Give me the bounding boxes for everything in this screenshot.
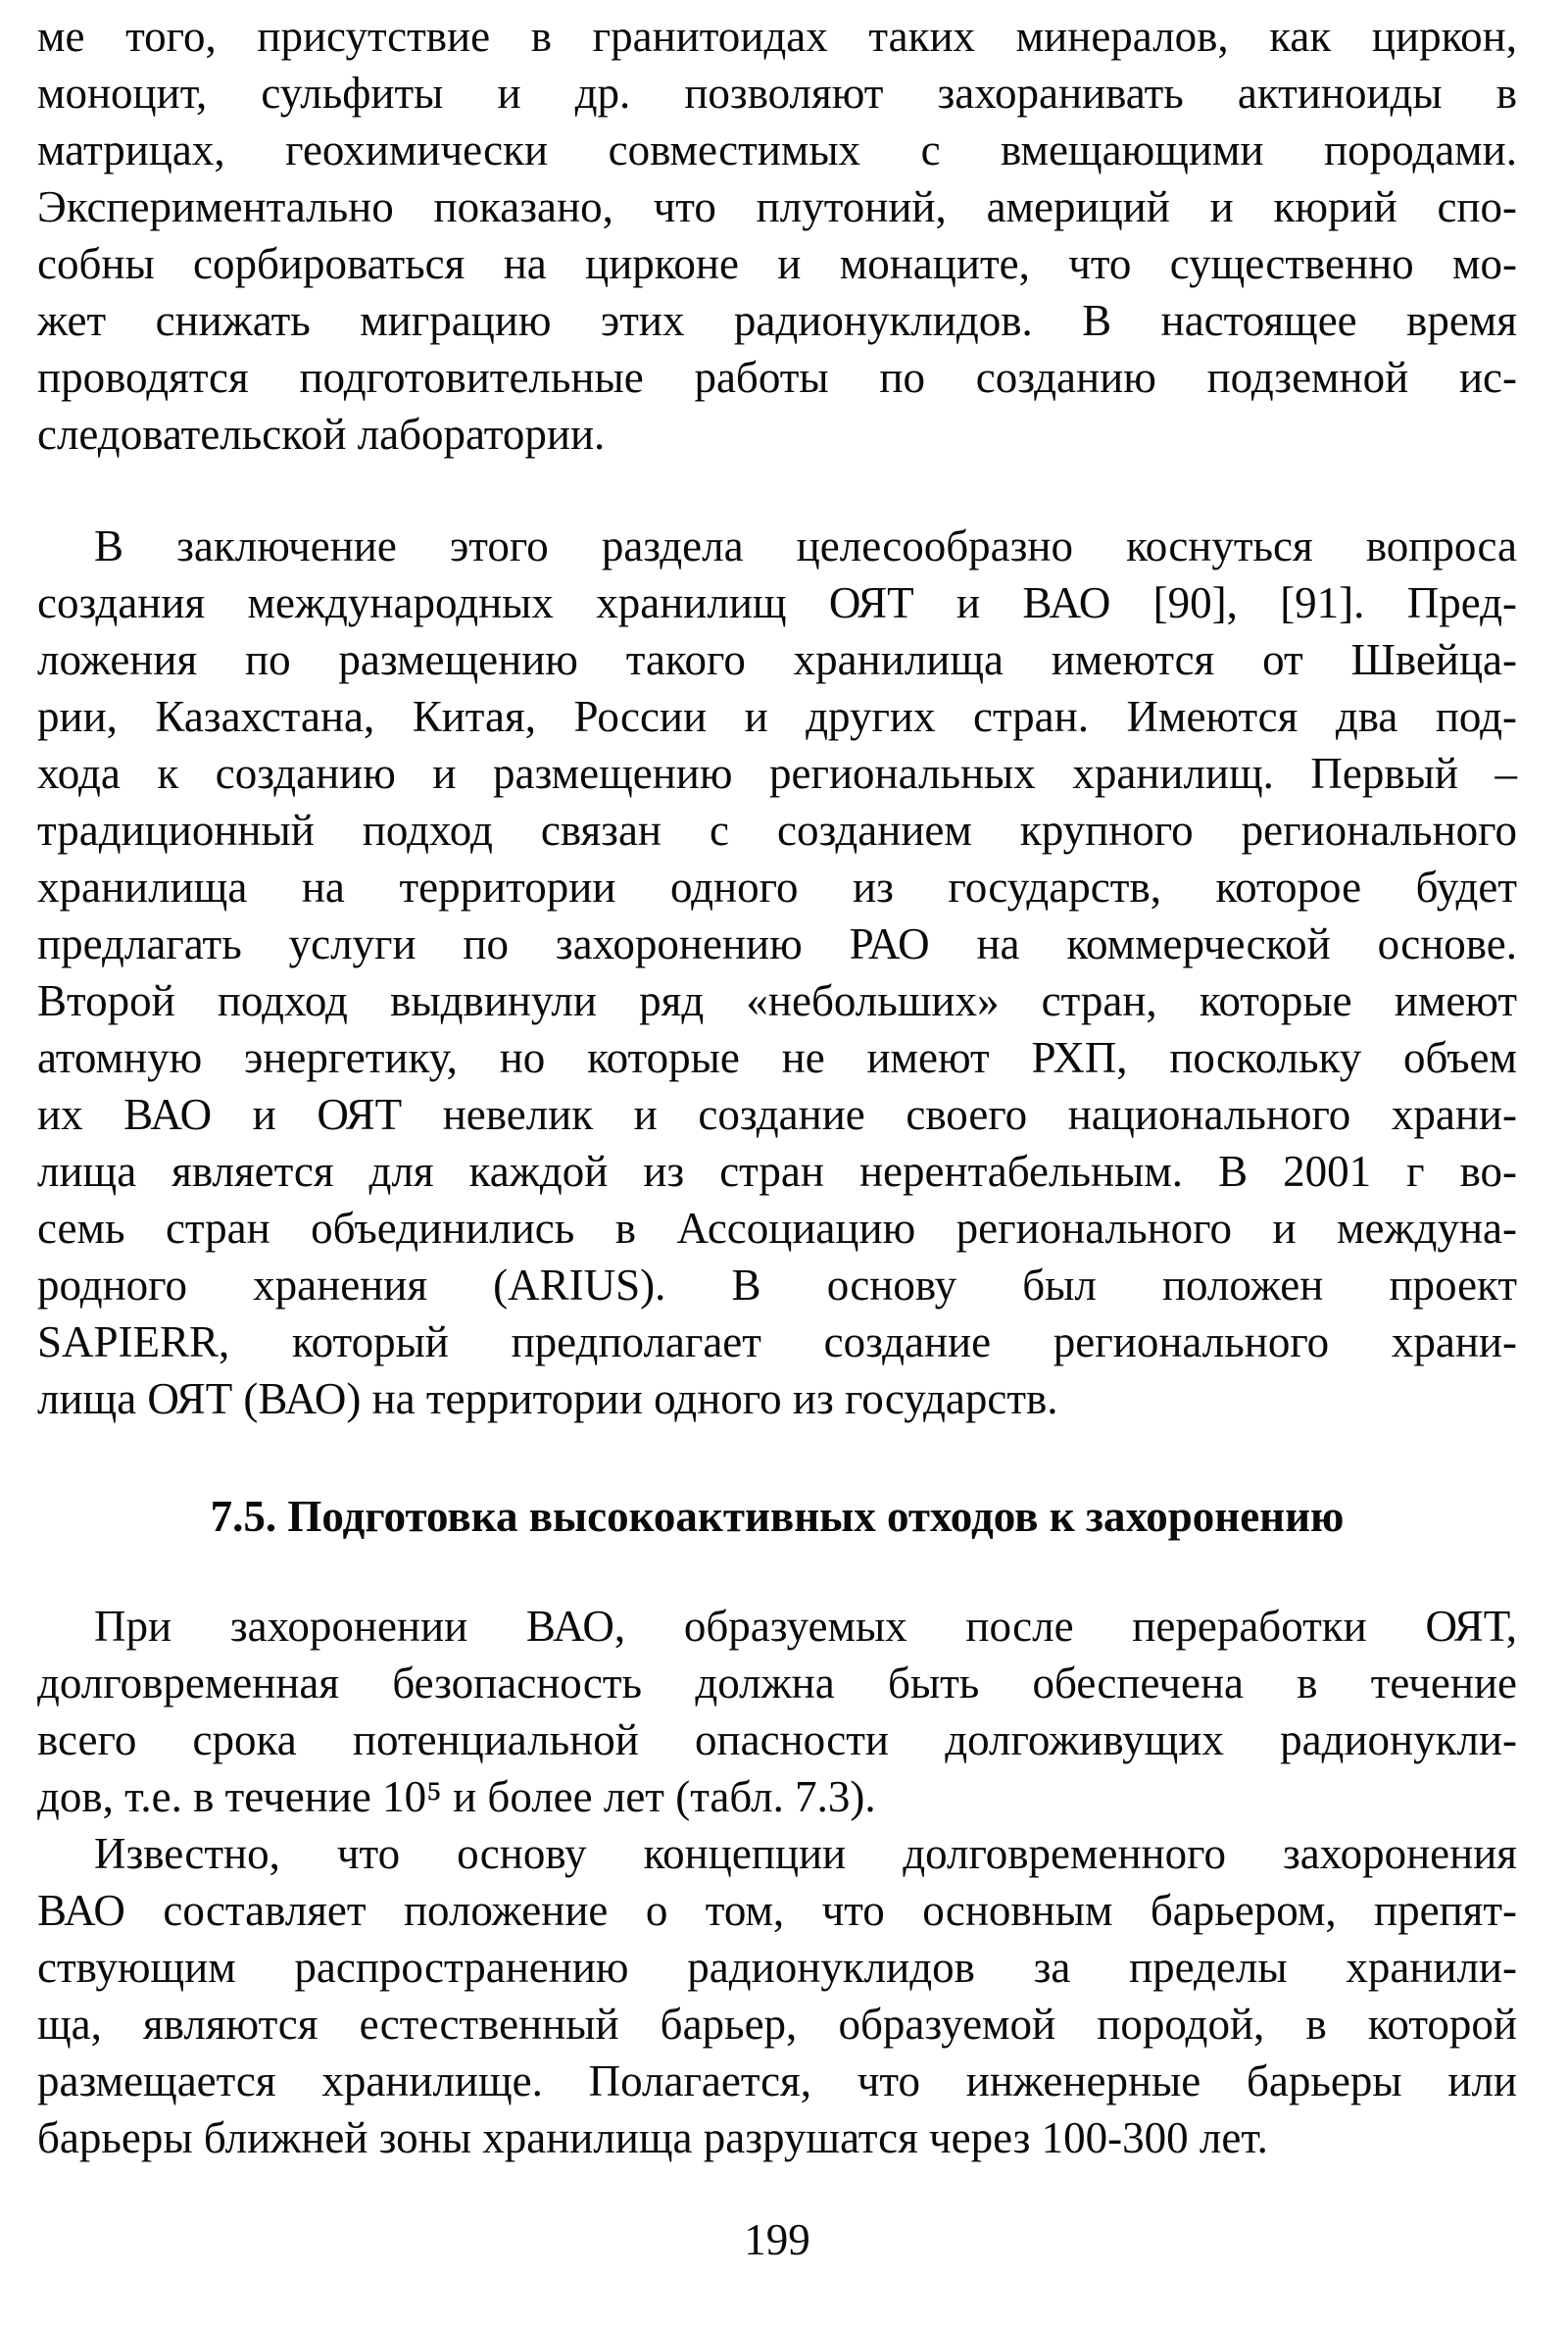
text-line: атомную энергетику, но которые не имеют РХП, поскольку объем: [37, 1033, 1517, 1082]
text-line: всего срока потенциальной опасности долгоживущих радионукли-: [37, 1715, 1517, 1764]
text-line: размещается хранилище. Полагается, что инженерные барьеры или: [37, 2056, 1517, 2105]
text-line: семь стран объединились в Ассоциацию регионального и междуна-: [37, 1204, 1517, 1253]
text-line: их ВАО и ОЯТ невелик и создание своего национального храни-: [37, 1090, 1517, 1139]
text-line: ща, являются естественный барьер, образуемой породой, в которой: [37, 2000, 1517, 2049]
text-line: В заключение этого раздела целесообразно коснуться вопроса: [94, 521, 1517, 570]
text-line: рии, Казахстана, Китая, России и других стран. Имеются два под-: [37, 692, 1517, 741]
text-line: Известно, что основу концепции долговременного захоронения: [94, 1829, 1517, 1878]
paragraph-hlw-preparation: [37, 1598, 1517, 1825]
text-line: проводятся подготовительные работы по созданию подземной ис-: [37, 353, 1517, 402]
text-line: традиционный подход связан с созданием крупного регионального: [37, 806, 1517, 855]
text-line: хранилища на территории одного из государств, которое будет: [37, 863, 1517, 912]
text-line: ВАО составляет положение о том, что основным барьером, препят-: [37, 1886, 1517, 1935]
text-line: долговременная безопасность должна быть обеспечена в течение: [37, 1658, 1517, 1707]
page-number: 199: [744, 2215, 810, 2264]
text-line: жет снижать миграцию этих радионуклидов. В настоящее время: [37, 296, 1517, 345]
text-line: родного хранения (ARIUS). В основу был положен проект: [37, 1261, 1517, 1310]
text-line: дов, т.е. в течение 10⁵ и более лет (табл. 7.3).: [37, 1772, 876, 1821]
paragraph-barriers: [37, 1825, 1517, 2166]
text-line: ложения по размещению такого хранилища имеются от Швейца-: [37, 635, 1517, 684]
text-line: барьеры ближней зоны хранилища разрушатся через 100-300 лет.: [37, 2113, 1268, 2162]
paragraph-international-storage: [37, 518, 1517, 1427]
paragraph-continuation: [37, 8, 1517, 463]
text-line: моноцит, сульфиты и др. позволяют захоранивать актиноиды в: [37, 69, 1517, 118]
text-line: При захоронении ВАО, образуемых после переработки ОЯТ,: [94, 1602, 1517, 1651]
text-line: хода к созданию и размещению региональных хранилищ. Первый –: [37, 749, 1517, 798]
text-line: предлагать услуги по захоронению РАО на коммерческой основе.: [37, 919, 1517, 968]
text-line: Второй подход выдвинули ряд «небольших» стран, которые имеют: [37, 976, 1517, 1025]
text-line: SAPIERR, который предполагает создание регионального храни-: [37, 1317, 1517, 1366]
text-line: лища ОЯТ (ВАО) на территории одного из государств.: [37, 1374, 1058, 1423]
text-line: матрицах, геохимически совместимых с вмещающими породами.: [37, 125, 1517, 174]
text-line: Экспериментально показано, что плутоний, америций и кюрий спо-: [37, 182, 1517, 231]
text-line: создания международных хранилищ ОЯТ и ВАО [90], [91]. Пред-: [37, 578, 1517, 627]
section-heading: 7.5. Подготовка высокоактивных отходов к захоронению: [210, 1492, 1345, 1541]
text-line: собны сорбироваться на цирконе и монаците, что существенно мо-: [37, 239, 1517, 288]
text-line: лища является для каждой из стран нерентабельным. В 2001 г во-: [37, 1147, 1517, 1196]
text-line: следовательской лаборатории.: [37, 410, 606, 459]
text-line: ме того, присутствие в гранитоидах таких минералов, как циркон,: [37, 12, 1517, 61]
text-line: ствующим распространению радионуклидов за пределы хранили-: [37, 1943, 1517, 1992]
